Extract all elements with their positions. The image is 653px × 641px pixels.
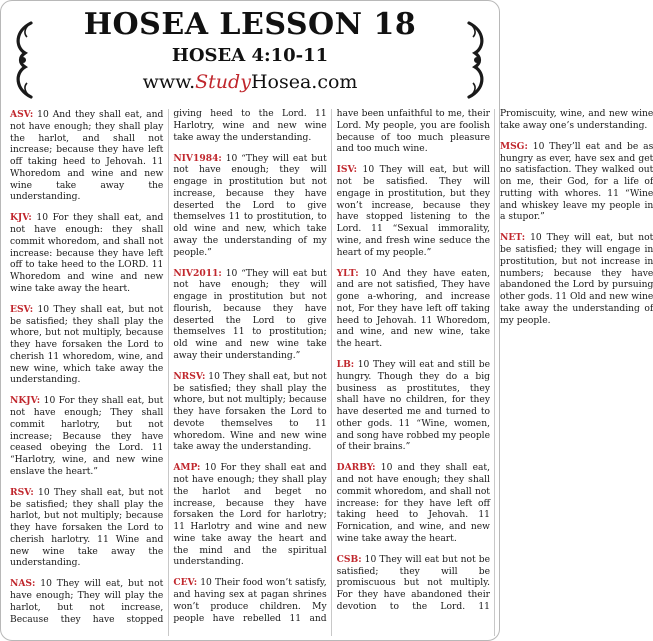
translation-label: NKJV: — [10, 395, 41, 407]
translation-label: MSG: — [499, 140, 528, 152]
translation-text: 10 For they shall eat, and not have enough: they shall commit whoredom, and shall not increase: because they have left off to take heed to the LORD. 11 Whoredom and wine and new wine take away the heart. — [10, 213, 164, 294]
url-suffix: Hosea.com — [250, 71, 358, 93]
translation-label: NIV1984: — [173, 152, 222, 164]
translation-entry-darby — [337, 462, 490, 545]
translation-entry-asv — [10, 109, 163, 204]
translation-text: 10 They’ll eat and be as hungry as ever, have sex and get no satisfaction. They walked out on me, their God, for a life of rutting with whores. 11 “Wine and whiskey leave my people in a stupor.” — [499, 141, 653, 223]
translation-text: 10 And they shall eat, and not have enough; they shall play the harlot, and shall not increase; because they have left off taking heed to Jehovah. 11 Whoredom and wine and new wine take away the understanding. — [10, 110, 164, 203]
translation-label: CSB: — [336, 553, 362, 565]
translation-entry-amp — [173, 462, 326, 569]
translation-entry-nkjv — [10, 395, 163, 478]
translation-label: NIV2011: — [173, 267, 222, 279]
site-url[interactable] — [1, 69, 499, 95]
translation-label: YLT: — [336, 267, 359, 279]
translation-text: 10 They will eat, but not have enough; They will play the harlot, but not increase, Because they have stopped giving heed to the Lord. 11 Harlotry, wine and new wine take away the understanding. — [10, 109, 327, 625]
translation-entry-esv — [10, 304, 163, 387]
translation-text: 10 And they have eaten, and are not satisfied, They have gone a-whoring, and increase not, For they have left off taking heed to Jehovah. 11 Whoredom, and wine, and new wine, take the heart. — [336, 268, 490, 350]
translation-text: 10 For they shall eat, but not have enough; They shall commit harlotry, but not increase; Because they have ceased obeying the Lord. 11 “Harlotry, wine, and new wine enslave the heart.” — [10, 396, 164, 477]
translation-entry-net — [500, 232, 653, 327]
translation-label: CEV: — [173, 577, 198, 589]
translation-label: RSV: — [10, 486, 34, 498]
translation-label: DARBY: — [336, 462, 376, 474]
translation-text: 10 “They will eat but not have enough; they will engage in prostitution but not flourish, because they have deserted the Lord to give themselves 11 to prostitution; old wine and new wine take away their understanding.” — [173, 268, 327, 361]
translation-text: 10 They will eat but not be satisfied; they will be promiscuous but not multiply. For they have abandoned their devotion to the Lord. 11 Promiscuity, wine, and new wine take away one’s understanding. — [336, 109, 653, 612]
translation-text: 10 and they shall eat, and not have enough; they shall commit whoredom, and shall not increase: for they have left off taking heed to Jehovah. 11 Fornication, and wine, and new wine take away the heart. — [336, 463, 490, 544]
translations-columns — [10, 109, 653, 636]
translation-label: ESV: — [10, 303, 34, 315]
translation-text: 10 They will eat, but will not be satisfied. They will engage in prostitution, but they won’t increase, because they have stopped listening to the Lord. 11 “Sexual immorality, wine, and fresh wine seduce the heart of my people.” — [336, 165, 490, 258]
translation-text: 10 Their food won’t satisfy, and having sex at pagan shrines won’t produce children. My people have rebelled 11 and have been unfaithful to me, their Lord. My people, you are foolish because of too much pleasure and too much wine. — [173, 109, 490, 624]
translation-label: KJV: — [10, 212, 32, 224]
translation-text: 10 “They will eat but not have enough; they will engage in prostitution but not increase, because they have deserted the Lord to give themselves 11 to prostitution, to old wine and new, which take away the understanding of my people.” — [173, 153, 327, 258]
translation-text: 10 They shall eat, but not be satisfied; they shall play the harlot, but not multiply; because they have forsaken the Lord to cherish harlotry. 11 Wine and new wine take away the understanding. — [10, 487, 164, 569]
page-title: HOSEA LESSON 18 — [83, 7, 417, 42]
translation-text: 10 They will eat and still be hungry. Though they do a big business as prostitutes, they shall have no children, for they have deserted me and turned to other gods. 11 “Wine, women, and song have robbed my people of their brains.” — [336, 360, 490, 453]
translation-text: 10 They shall eat, but not be satisfied; they shall play the whore, but not multiply, because they have forsaken the Lord to cherish 11 whoredom, wine, and new wine, which take away the understanding. — [10, 304, 164, 386]
translation-entry-msg — [500, 141, 653, 224]
translation-entry-niv1984 — [173, 153, 326, 260]
translation-label: NRSV: — [173, 370, 206, 382]
translation-entry-rsv — [10, 487, 163, 570]
translation-entry-kjv — [10, 212, 163, 295]
translation-entry-ylt — [337, 268, 490, 351]
translation-text: 10 They shall eat, but not be satisfied; they shall play the whore, but not multiply; because they have forsaken the Lord to devote themselves to 11 whoredom. Wine and new wine take away the understanding. — [173, 371, 327, 453]
translation-entry-isv — [337, 164, 490, 259]
right-ornament-icon — [463, 17, 489, 103]
translation-text: 10 They will eat, but not be satisfied; they will engage in prostitution, but not increase in numbers; because they have abandoned the Lord by pursuing other gods. 11 Old and new wine take away the understanding of my people. — [499, 233, 653, 326]
translation-text: 10 For they shall eat and not have enough; they shall play the harlot and beget no increase, because they have forsaken the Lord for harlotry; 11 Harlotry and wine and new wine take away the heart and the mind and the spiritual understanding. — [173, 463, 327, 568]
translation-entry-lb — [337, 359, 490, 454]
left-ornament-icon — [11, 17, 37, 103]
translation-label: NAS: — [10, 578, 36, 590]
header — [1, 1, 499, 105]
translation-label: LB: — [336, 359, 355, 371]
translation-entry-nrsv — [173, 371, 326, 454]
url-brand: Study — [195, 71, 251, 93]
translation-label: ISV: — [336, 164, 358, 176]
translation-label: AMP: — [173, 462, 201, 474]
url-prefix: www. — [142, 71, 196, 93]
translation-label: NET: — [499, 232, 526, 244]
translation-entry-niv2011 — [173, 268, 326, 363]
page-subtitle: HOSEA 4:10-11 — [171, 45, 329, 66]
translation-label: ASV: — [10, 109, 34, 120]
